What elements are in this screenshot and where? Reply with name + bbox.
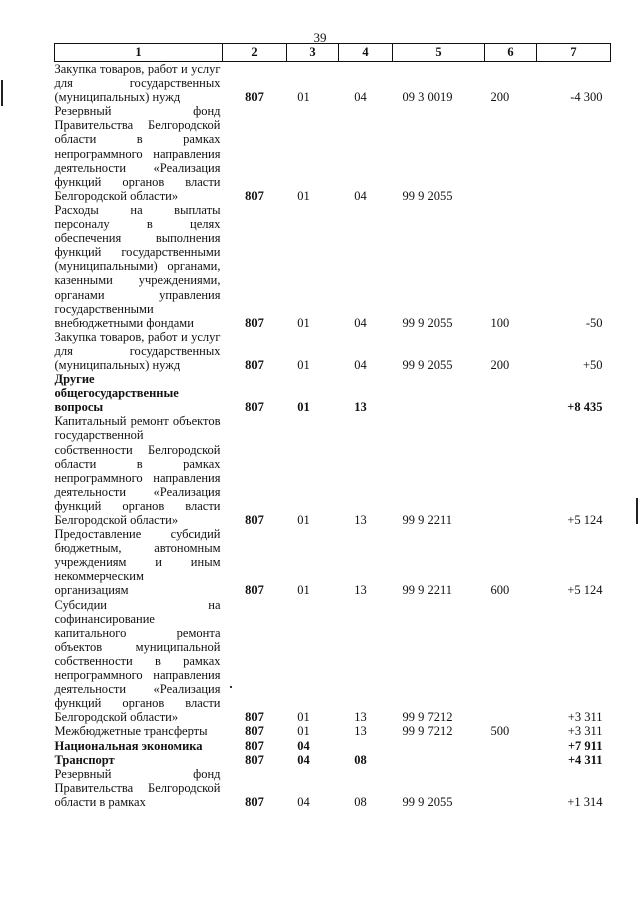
row-amount: -50 bbox=[585, 315, 603, 330]
row-section: 04 bbox=[297, 752, 310, 767]
row-target-article: 99 9 7212 bbox=[402, 710, 453, 725]
row-amount: +4 311 bbox=[567, 752, 603, 767]
row-admin-code: 807 bbox=[245, 724, 264, 739]
row-section: 01 bbox=[297, 513, 310, 527]
row-subsection: 04 bbox=[354, 357, 367, 372]
row-admin-code: 807 bbox=[245, 513, 264, 527]
row-name: Национальная экономика bbox=[54, 738, 203, 753]
row-admin-code: 807 bbox=[245, 752, 264, 767]
row-expense-type: 500 bbox=[490, 724, 510, 739]
row-amount bbox=[537, 104, 611, 203]
row-target-article: 99 9 2055 bbox=[402, 794, 453, 809]
column-header-2: 2 bbox=[223, 44, 287, 62]
row-name: Другие общегосударственные вопросы bbox=[54, 372, 179, 415]
row-section: 01 bbox=[297, 315, 310, 330]
table-row bbox=[55, 104, 611, 203]
row-amount: +8 435 bbox=[567, 400, 603, 415]
table-row bbox=[55, 598, 611, 725]
row-target-article bbox=[393, 739, 485, 753]
row-expense-type bbox=[485, 753, 537, 767]
row-expense-type bbox=[485, 598, 537, 725]
row-expense-type bbox=[485, 372, 537, 414]
column-header-6: 6 bbox=[485, 44, 537, 62]
row-amount: +1 314 bbox=[567, 794, 603, 809]
row-section: 01 bbox=[297, 710, 310, 725]
row-expense-type: 100 bbox=[490, 315, 510, 330]
row-amount: +5 124 bbox=[567, 513, 603, 527]
row-section: 01 bbox=[297, 357, 310, 372]
row-amount: +7 911 bbox=[567, 738, 603, 753]
page-number: 39 bbox=[313, 30, 327, 45]
row-subsection: 04 bbox=[354, 90, 367, 105]
row-target-article: 99 9 2211 bbox=[402, 583, 453, 598]
table-row bbox=[55, 767, 611, 809]
column-header-7: 7 bbox=[537, 44, 611, 62]
row-admin-code: 807 bbox=[245, 738, 264, 753]
row-amount: +3 311 bbox=[567, 724, 603, 739]
row-expense-type bbox=[485, 767, 537, 809]
row-expense-type bbox=[485, 739, 537, 753]
row-admin-code: 807 bbox=[245, 583, 264, 598]
row-subsection: 08 bbox=[354, 752, 367, 767]
column-header-1: 1 bbox=[55, 44, 223, 62]
row-target-article: 09 3 0019 bbox=[402, 90, 453, 105]
row-name: Капитальный ремонт объектов государственной собственности Белгородской области в рамках непрограммного направления деятельности «Реализация функций органов власти Белгородской области» bbox=[54, 414, 221, 527]
column-header-3: 3 bbox=[287, 44, 339, 62]
budget-table bbox=[54, 43, 611, 809]
row-admin-code: 807 bbox=[245, 794, 264, 809]
row-subsection: 04 bbox=[354, 188, 367, 203]
row-target-article: 99 9 2211 bbox=[402, 513, 453, 527]
table-row bbox=[55, 330, 611, 372]
row-subsection: 04 bbox=[354, 315, 367, 330]
row-target-article bbox=[393, 753, 485, 767]
row-admin-code: 807 bbox=[245, 357, 264, 372]
row-name: Резервный фонд Правительства Белгородской области в рамках непрограммного направления деятельности «Реализация функций органов власти Белгородской области» bbox=[54, 104, 221, 203]
row-admin-code: 807 bbox=[245, 188, 264, 203]
row-target-article: 99 9 2055 bbox=[402, 315, 453, 330]
column-header-4: 4 bbox=[339, 44, 393, 62]
row-target-article: 99 9 2055 bbox=[402, 357, 453, 372]
row-section: 01 bbox=[297, 583, 310, 598]
row-name: Предоставление субсидий бюджетным, автономным учреждениям и иным некоммерческим организациям bbox=[54, 527, 221, 598]
row-amount: +50 bbox=[582, 357, 603, 372]
scan-edge-mark-left bbox=[1, 80, 3, 106]
table-row bbox=[55, 527, 611, 597]
row-section: 04 bbox=[297, 794, 310, 809]
row-amount: +5 124 bbox=[567, 583, 603, 598]
table-row bbox=[55, 414, 611, 527]
table-row bbox=[55, 739, 611, 753]
row-admin-code: 807 bbox=[245, 710, 264, 725]
row-section: 01 bbox=[297, 400, 310, 415]
row-section: 04 bbox=[297, 738, 310, 753]
table-row bbox=[55, 724, 611, 738]
row-target-article: 99 9 2055 bbox=[402, 188, 453, 203]
row-name: Субсидии на софинансирование капитального ремонта объектов муниципальной собственности в рамках непрограммного направления деятельности «Реализация функций органов власти Белгородской области» bbox=[54, 597, 221, 725]
row-section: 01 bbox=[297, 724, 310, 739]
row-amount: -4 300 bbox=[570, 90, 603, 105]
row-name: Резервный фонд Правительства Белгородской области в рамках bbox=[54, 766, 221, 809]
header-row bbox=[55, 44, 611, 62]
column-header-5: 5 bbox=[393, 44, 485, 62]
row-subsection bbox=[339, 739, 393, 753]
row-name: Закупка товаров, работ и услуг для государственных (муниципальных) нужд bbox=[54, 329, 221, 372]
row-amount: +3 311 bbox=[567, 710, 603, 725]
row-expense-type bbox=[485, 414, 537, 527]
row-subsection: 13 bbox=[354, 400, 367, 415]
row-expense-type: 600 bbox=[490, 583, 510, 598]
row-name: Межбюджетные трансферты bbox=[54, 724, 208, 739]
scan-edge-mark-right bbox=[636, 498, 638, 524]
row-subsection: 13 bbox=[354, 710, 367, 725]
table-row bbox=[55, 753, 611, 767]
row-admin-code: 807 bbox=[245, 90, 264, 105]
table-row bbox=[55, 62, 611, 105]
row-subsection: 13 bbox=[354, 724, 367, 739]
row-expense-type bbox=[485, 104, 537, 203]
row-expense-type: 200 bbox=[490, 90, 510, 105]
row-target-article bbox=[393, 372, 485, 414]
row-subsection: 08 bbox=[354, 794, 367, 809]
row-name: Закупка товаров, работ и услуг для государственных (муниципальных) нужд bbox=[54, 62, 221, 105]
row-name: Транспорт bbox=[54, 752, 115, 767]
table-row bbox=[55, 203, 611, 330]
row-name: Расходы на выплаты персоналу в целях обеспечения выполнения функций государственными (муниципальными) органами, казенными учреждениями, органами управления государственными внебюджетными фондами bbox=[54, 202, 221, 330]
row-expense-type: 200 bbox=[490, 357, 510, 372]
row-subsection: 13 bbox=[354, 513, 367, 527]
row-subsection: 13 bbox=[354, 583, 367, 598]
row-section: 01 bbox=[297, 90, 310, 105]
row-target-article: 99 9 7212 bbox=[402, 724, 453, 739]
table-row bbox=[55, 372, 611, 414]
row-section: 01 bbox=[297, 188, 310, 203]
row-admin-code: 807 bbox=[245, 315, 264, 330]
row-admin-code: 807 bbox=[245, 400, 264, 415]
